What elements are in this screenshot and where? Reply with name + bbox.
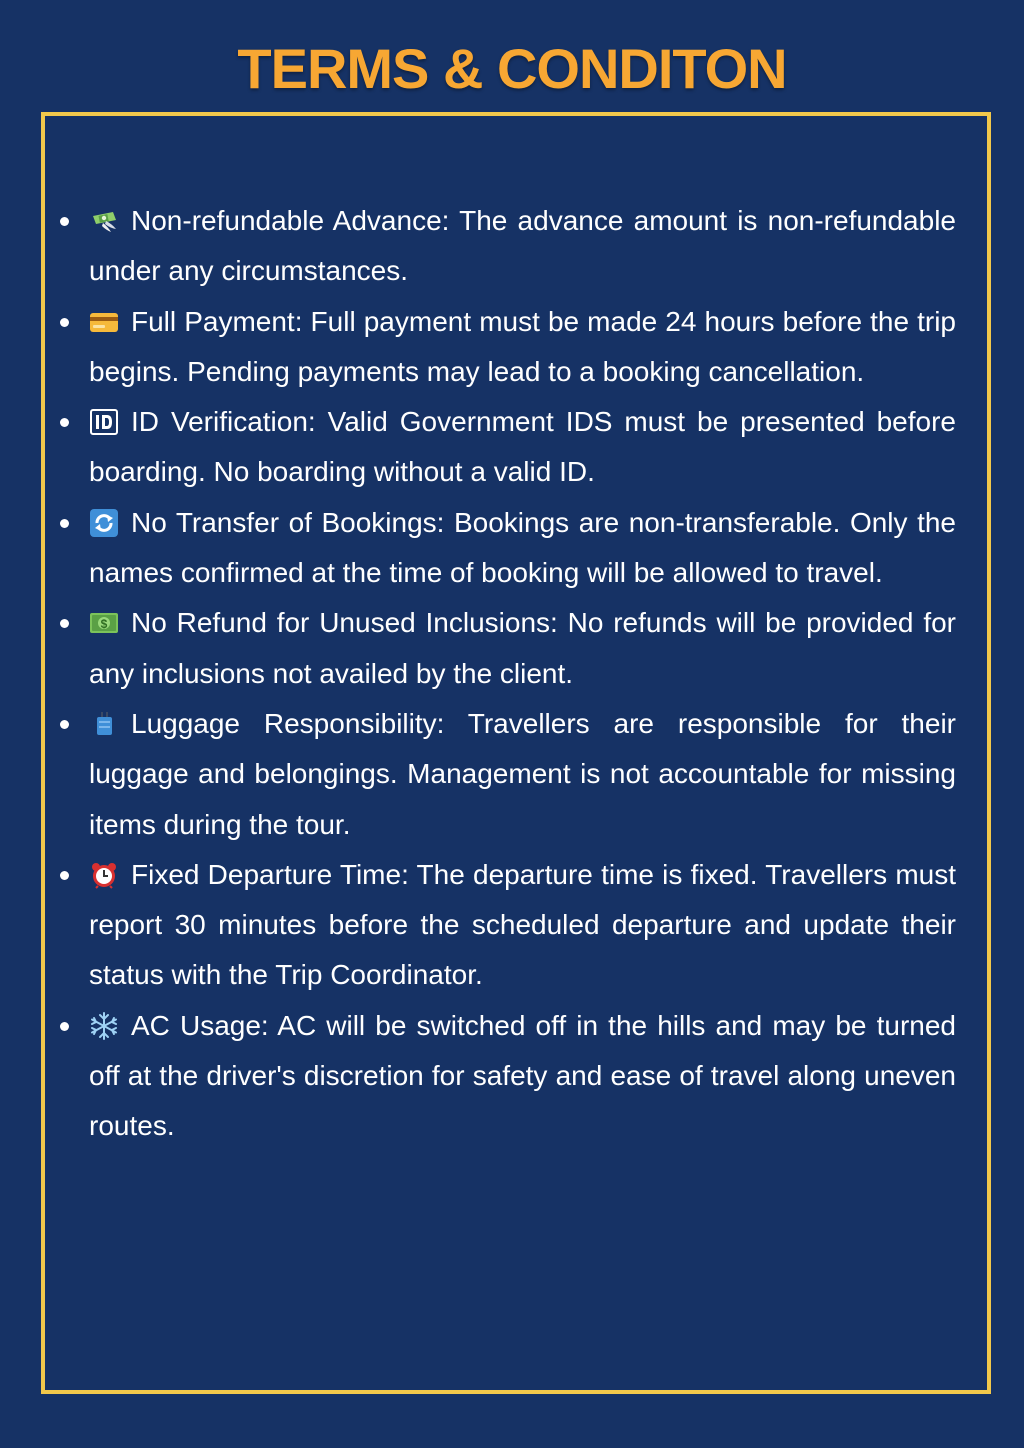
luggage-icon <box>89 710 119 736</box>
list-item <box>89 850 956 1001</box>
item-text: AC Usage: AC will be switched off in the hills and may be turned off at the driver's discretion for safety and ease of travel along uneven routes. <box>89 1009 956 1142</box>
page-title: TERMS & CONDITON <box>237 37 787 100</box>
bullet-dot <box>60 318 69 327</box>
list-item <box>89 1001 956 1152</box>
list-item <box>89 498 956 599</box>
list-item <box>89 598 956 699</box>
item-text: Full Payment: Full payment must be made 24 hours before the trip begins. Pending payments may lead to a booking cancellation. <box>89 305 956 387</box>
terms-list <box>89 196 956 1152</box>
bullet-dot <box>60 217 69 226</box>
credit-card-icon <box>89 308 119 334</box>
bullet-dot <box>60 720 69 729</box>
money-with-wings-icon <box>89 207 119 233</box>
list-item <box>89 699 956 850</box>
bullet-dot <box>60 1022 69 1031</box>
item-text: Fixed Departure Time: The departure time is fixed. Travellers must report 30 minutes before the scheduled departure and update their status with the Trip Coordinator. <box>89 858 956 991</box>
alarm-clock-icon <box>89 861 119 887</box>
dollar-banknote-icon <box>89 609 119 635</box>
svg-text:$: $ <box>100 617 108 632</box>
snowflake-icon <box>89 1012 119 1038</box>
item-text: ID Verification: Valid Government IDS must be presented before boarding. No boarding without a valid ID. <box>89 406 956 488</box>
item-text: No Refund for Unused Inclusions: No refunds will be provided for any inclusions not availed by the client. <box>89 607 956 689</box>
item-text: Non-refundable Advance: The advance amount is non-refundable under any circumstances. <box>89 205 956 287</box>
bullet-dot <box>60 519 69 528</box>
item-text: Luggage Responsibility: Travellers are responsible for their luggage and belongings. Management is not accountable for missing items during the tour. <box>89 707 956 840</box>
list-item <box>89 297 956 398</box>
id-icon <box>89 408 119 434</box>
item-text: No Transfer of Bookings: Bookings are non-transferable. Only the names confirmed at the time of booking will be allowed to travel. <box>89 506 956 589</box>
list-item <box>89 397 956 498</box>
list-item <box>89 196 956 297</box>
bullet-dot <box>60 871 69 880</box>
repeat-arrows-icon <box>89 509 119 535</box>
